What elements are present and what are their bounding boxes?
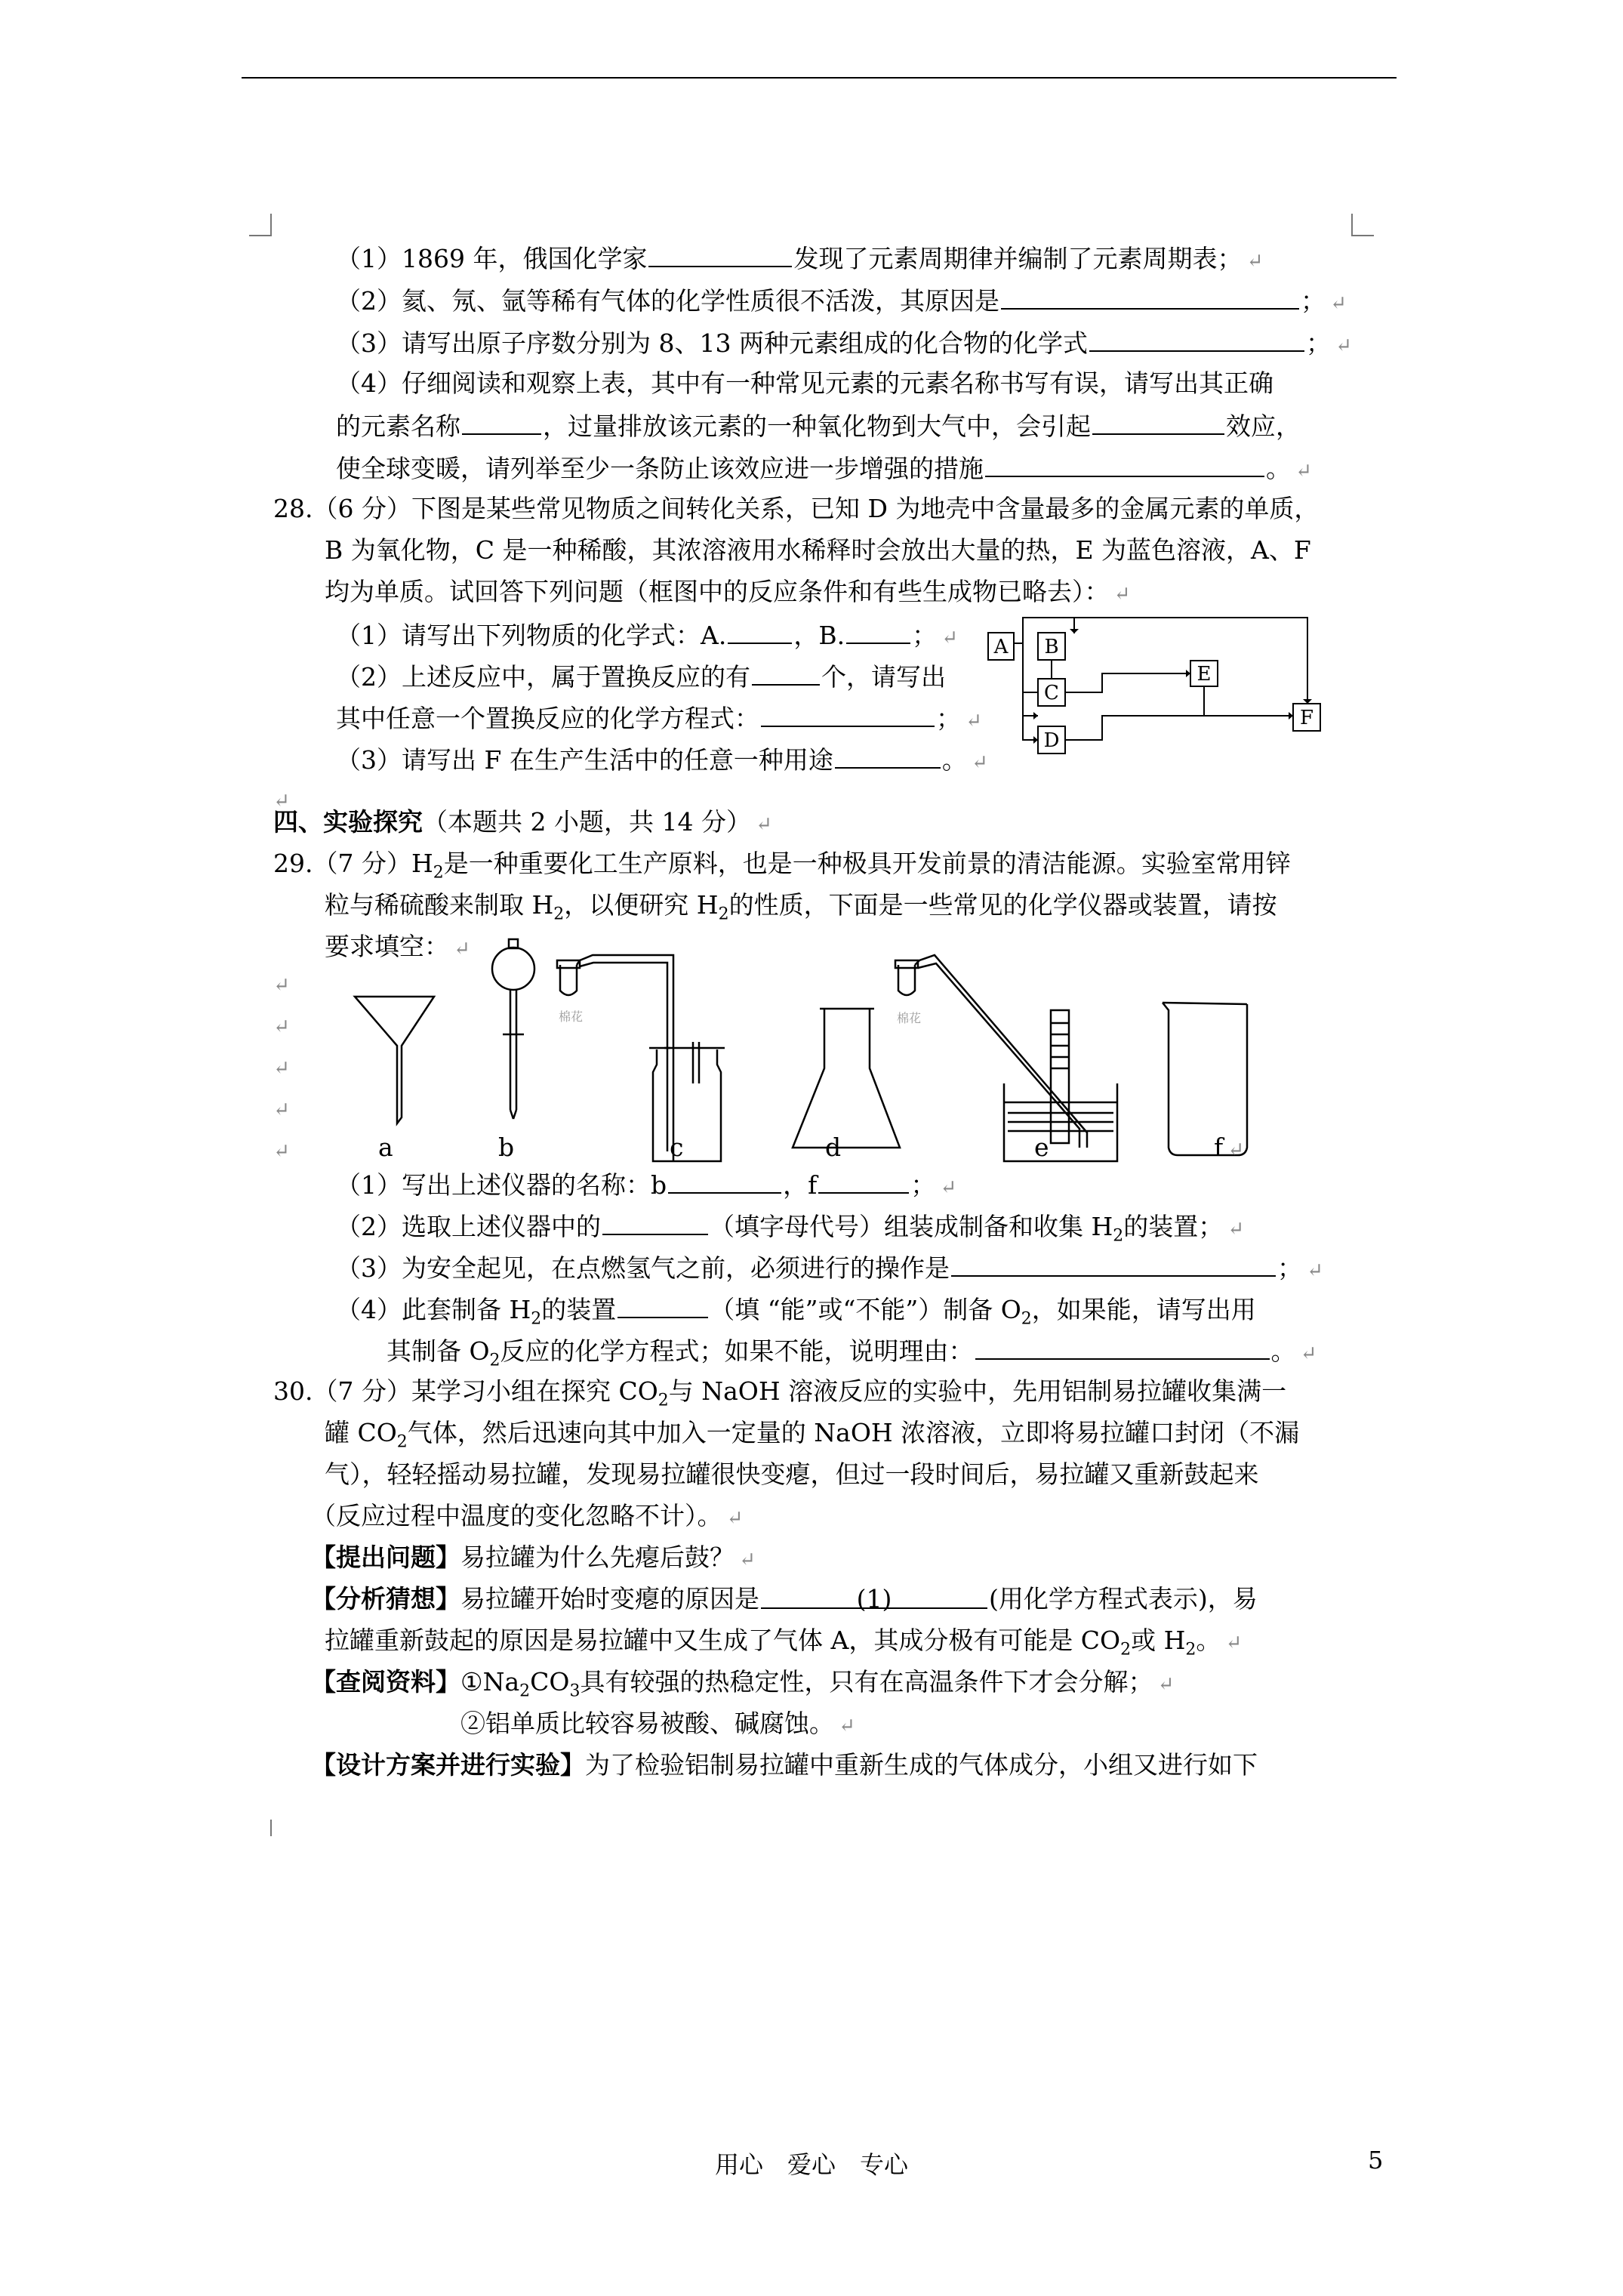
q30-line-2: 罐 $CO_2$气体，然后迅速向其中加入一定量的 NaOH 浓溶液，立即将易拉罐口封闭（不漏 [325,1418,1300,1452]
crop-mark-top-right [1351,214,1374,236]
blank-paragraph-mark: ↵ [273,790,290,812]
q30-line-4: （反应过程中温度的变化忽略不计）。 ↵ [311,1501,744,1530]
apparatus-b-funnel [492,939,534,1119]
q28-sub-1: （1）请写出下列物质的化学式：A. ，B. ； ↵ [336,617,958,655]
box-d-label: D [1043,729,1060,752]
q28-line-1: 28.（6 分）下图是某些常见物质之间转化关系，已知 D 为地壳中含量最多的金属元素的单质， [273,494,1320,523]
apparatus-e-water-trough [895,955,1117,1161]
cotton-label-e: 棉花 [897,1011,922,1025]
q30-references-2: ②铝单质比较容易被酸、碱腐蚀。 ↵ [460,1709,855,1738]
apparatus-label-c: c [670,1133,684,1162]
q29-line-1: 29.（7 分）$H_2$是一种重要化工生产原料，也是一种极具开发前景的清洁能源。实验室常用锌 [273,849,1291,883]
apparatus-label-a: a [378,1133,393,1162]
box-f-label: F [1299,707,1314,729]
q29-sub-4-cont: 其制备 $O_2$反应的化学方程式；如果不能，说明理由： 。 ↵ [387,1333,1317,1371]
q28-line-3: 均为单质。试回答下列问题（框图中的反应条件和有些生成物已略去）： ↵ [325,577,1131,606]
apparatus-label-e: e [1034,1133,1049,1162]
margin-mark-5: ↵ [273,1140,290,1163]
page-number: 5 [1368,2146,1384,2174]
margin-mark-1: ↵ [273,974,290,997]
apparatus-label-f: f ↵ [1214,1133,1245,1162]
apparatus-d-flask [793,1009,900,1148]
header-rule [242,77,1397,79]
q27-line-1: （1）1869 年，俄国化学家 发现了元素周期律并编制了元素周期表； ↵ [336,240,1263,279]
apparatus-c-gas-bottle [557,955,725,1161]
q27-line-6: 使全球变暖，请列举至少一条防止该效应进一步增强的措施 。 ↵ [336,450,1312,488]
q27-line-3: （3）请写出原子序数分别为 8、13 两种元素组成的化合物的化学式 ； ↵ [336,325,1352,363]
q28-sub-3: （3）请写出 F 在生产生活中的任意一种用途 。 ↵ [336,741,988,780]
crop-mark-bottom-left [249,1820,272,1836]
margin-mark-2: ↵ [273,1015,290,1038]
crop-mark-top-left [249,214,272,236]
q29-sub-3: （3）为安全起见，在点燃氢气之前，必须进行的操作是 ； ↵ [336,1250,1323,1288]
page-footer: 用心 爱心 专心 [714,2150,908,2179]
q29-line-2: 粒与稀硫酸来制取 $H_2$，以便研究 $H_2$的性质，下面是一些常见的化学仪器或装置，请按 [325,890,1277,924]
box-e-label: E [1196,663,1212,686]
q30-line-3: 气），轻轻摇动易拉罐，发现易拉罐很快变瘪，但过一段时间后，易拉罐又重新鼓起来 [325,1459,1259,1489]
q29-sub-2: （2）选取上述仪器中的 （填字母代号）组装成制备和收集 $H_2$的装置； ↵ [336,1208,1244,1247]
apparatus-a-funnel [355,997,434,1123]
box-b-label: B [1044,636,1059,658]
q29-sub-4: （4）此套制备 $H_2$的装置 （填 “能”或“不能”）制备 $O_2$，如果能，请写出用 [336,1291,1256,1327]
q30-design: 【设计方案并进行实验】为了检验铝制易拉罐中重新生成的气体成分，小组又进行如下 [311,1750,1258,1780]
q30-hypothesis: 【分析猜想】易拉罐开始时变瘪的原因是 (1) (用化学方程式表示)，易 [311,1582,1258,1616]
q28-flow-diagram [978,604,1347,770]
q30-references: 【查阅资料】$①Na_2CO_3$具有较强的热稳定性，只有在高温条件下才会分解； ↵ [311,1667,1175,1701]
cotton-label-c: 棉花 [559,1009,584,1024]
q28-line-2: B 为氧化物，C 是一种稀酸，其浓溶液用水稀释时会放出大量的热，E 为蓝色溶液，A、F [325,535,1311,565]
margin-mark-4: ↵ [273,1099,290,1121]
box-c-label: C [1044,682,1059,704]
q30-raise-question: 【提出问题】易拉罐为什么先瘪后鼓？ ↵ [311,1542,756,1572]
q27-line-2: （2）氦、氖、氩等稀有气体的化学性质很不活泼，其原因是 ； ↵ [336,282,1347,321]
q27-line-5: 的元素名称 ，过量排放该元素的一种氧化物到大气中，会引起 效应， [336,408,1301,444]
q29-sub-1: （1）写出上述仪器的名称：b ，f ； ↵ [336,1166,956,1205]
q30-line-1: 30.（7 分）某学习小组在探究 $CO_2$与 NaOH 溶液反应的实验中，先用铝制易拉罐收集满一 [273,1376,1287,1410]
margin-mark-3: ↵ [273,1057,290,1080]
q28-sub-2-cont: 其中任意一个置换反应的化学方程式： ； ↵ [336,700,982,738]
q29-line-3: 要求填空： ↵ [325,932,470,961]
box-a-label: A [993,636,1009,658]
section-4-heading: 四、实验探究（本题共 2 小题，共 14 分） ↵ [273,807,772,837]
q28-sub-2: （2）上述反应中，属于置换反应的有 个，请写出 [336,658,946,695]
q30-hypothesis-cont: 拉罐重新鼓起的原因是易拉罐中又生成了气体 A，其成分极有可能是 $CO_2$或 $H_2$。 ↵ [325,1626,1243,1660]
q27-line-4: （4）仔细阅读和观察上表，其中有一种常见元素的元素名称书写有误，请写出其正确 [336,368,1273,398]
apparatus-label-b: b [498,1133,515,1162]
apparatus-label-d: d [825,1133,842,1162]
